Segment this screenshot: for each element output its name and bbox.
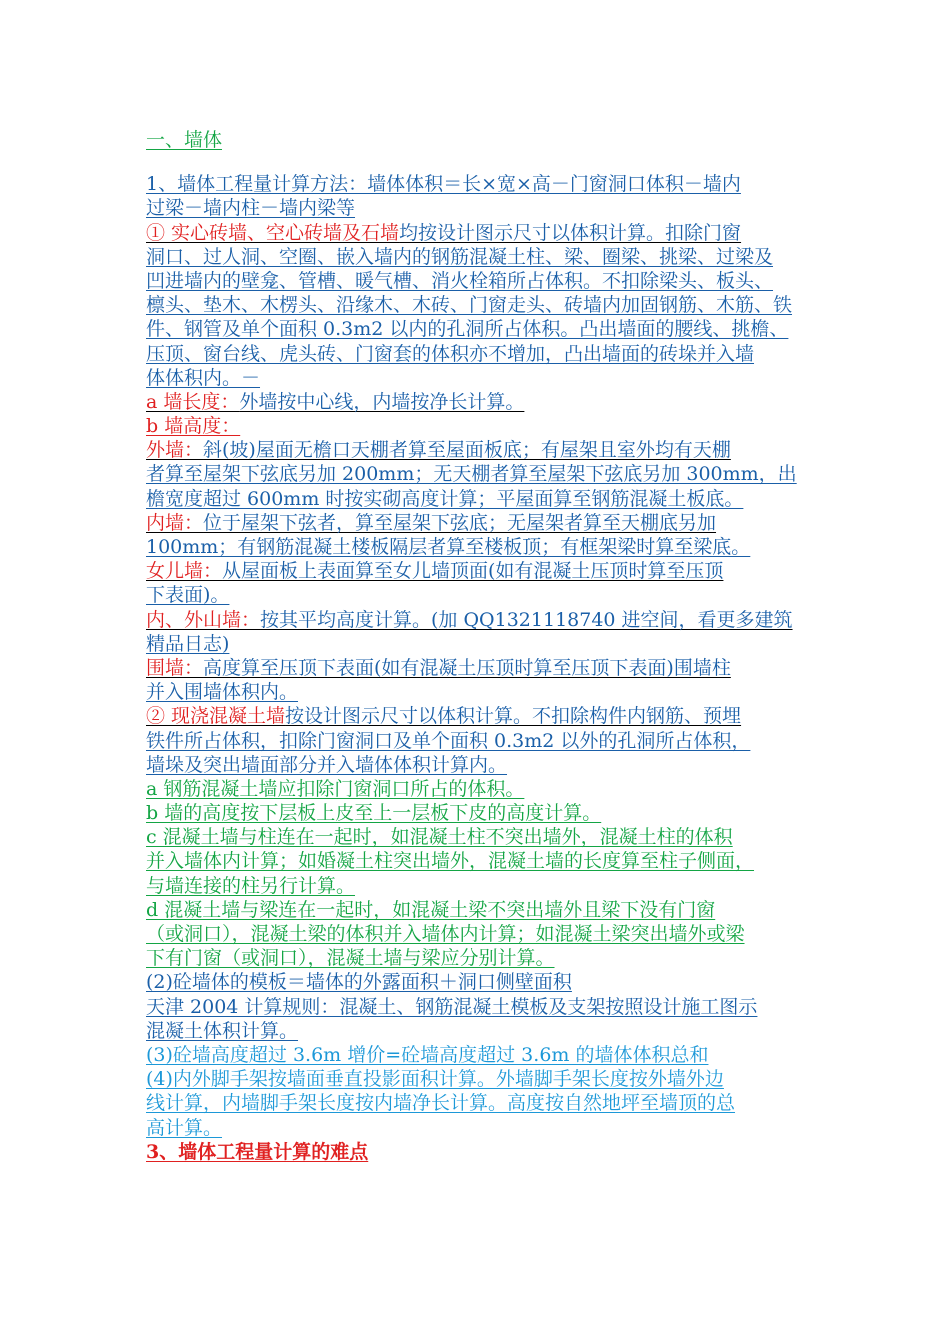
paragraph-line: 压顶、窗台线、虎头砖、门窗套的体积亦不增加，凸出墙面的砖垛并入墙	[146, 342, 755, 365]
list-item: b 墙的高度按下层板上皮至上一层板下皮的高度计算。	[146, 802, 602, 825]
list-item: d 混凝土墙与梁连在一起时，如混凝土梁不突出墙外且梁下没有门窗	[146, 898, 716, 921]
item-heading: 女儿墙：	[146, 560, 223, 583]
paragraph-line: 线计算，内墙脚手架长度按内墙净长计算。高度按自然地坪至墙顶的总	[146, 1092, 736, 1115]
item-heading: 内墙：	[146, 511, 204, 534]
paragraph-line	[146, 390, 811, 414]
item-heading: b 墙高度：	[146, 415, 241, 438]
paragraph-line	[146, 656, 811, 680]
paragraph-heading: ② 现浇混凝土墙	[146, 705, 286, 728]
paragraph-line: 体体积内。－	[146, 366, 261, 389]
paragraph-line: 件、钢管及单个面积 0.3m2 以内的孔洞所占体积。凸出墙面的腰线、挑檐、	[146, 318, 789, 341]
item-heading: 围墙：	[146, 656, 204, 679]
item-text: 按其平均高度计算。(加 QQ1321118740 进空间，看更多建筑	[260, 608, 793, 631]
item-text: 从屋面板上表面算至女儿墙顶面(如有混凝土压顶时算至压顶	[222, 560, 724, 583]
section-title: 一、墙体	[146, 129, 223, 151]
item-text: 位于屋架下弦者，算至屋架下弦底；无屋架者算至天棚底另加	[203, 511, 717, 534]
paragraph-line	[146, 221, 811, 245]
paragraph-line: 并入围墙体积内。	[146, 681, 299, 704]
paragraph-line: (3)砼墙高度超过 3.6m 增价=砼墙高度超过 3.6m 的墙体体积总和	[146, 1043, 709, 1066]
paragraph-line	[146, 438, 811, 462]
paragraph-line: 精品日志)	[146, 632, 230, 655]
list-item: 并入墙体内计算；如婚凝土柱突出墙外，混凝土墙的长度算至柱子侧面，	[146, 850, 755, 873]
paragraph-line: 混凝土体积计算。	[146, 1019, 299, 1042]
formula-line: 1、墙体工程量计算方法：墙体体积＝长×宽×高－门窗洞口体积－墙内	[146, 173, 741, 196]
paragraph-line: 100mm；有钢筋混凝土楼板隔层者算至楼板顶；有框架梁时算至梁底。	[146, 536, 751, 558]
item-text: 高度算至压顶下表面(如有混凝土压顶时算至压顶下表面)围墙柱	[203, 656, 731, 679]
item-heading: a 墙长度：	[146, 390, 240, 413]
paragraph-line	[146, 608, 811, 632]
paragraph-line	[146, 559, 811, 583]
list-item: （或洞口），混凝土梁的体积并入墙体内计算；如混凝土梁突出墙外或梁	[146, 923, 745, 945]
list-item: 下有门窗（或洞口），混凝土墙与梁应分别计算。	[146, 947, 555, 970]
paragraph-line: 檩头、垫木、木楞头、沿缘木、木砖、门窗走头、砖墙内加固钢筋、木筋、铁	[146, 294, 793, 317]
paragraph-line: (4)内外脚手架按墙面垂直投影面积计算。外墙脚手架长度按外墙外边	[146, 1068, 724, 1091]
paragraph-text: 均按设计图示尺寸以体积计算。扣除门窗	[399, 221, 742, 244]
paragraph-line: 者算至屋架下弦底另加 200mm；无天棚者算至屋架下弦底另加 300mm，出	[146, 463, 797, 486]
paragraph-heading: ① 实心砖墙、空心砖墙及石墙	[146, 221, 400, 244]
document-body	[146, 128, 811, 1164]
item-text: 斜(坡)屋面无檐口天棚者算至屋面板底；有屋架且室外均有天棚	[203, 439, 731, 462]
paragraph-line: (2)砼墙体的模板＝墙体的外露面积＋洞口侧壁面积	[146, 971, 572, 994]
paragraph-line: 洞口、过人洞、空圈、嵌入墙内的钢筋混凝土柱、梁、圈梁、挑梁、过梁及	[146, 245, 774, 268]
item-text: 外墙按中心线，内墙按净长计算。	[239, 390, 525, 413]
item-heading: 外墙：	[146, 439, 204, 462]
paragraph-text: 按设计图示尺寸以体积计算。不扣除构件内钢筋、预埋	[285, 705, 742, 728]
formula-line: 过梁－墙内柱－墙内梁等	[146, 197, 356, 220]
section-heading: 3、墙体工程量计算的难点	[146, 1140, 369, 1163]
paragraph-line: 铁件所占体积，扣除门窗洞口及单个面积 0.3m2 以外的孔洞所占体积，	[146, 729, 751, 752]
list-item: a 钢筋混凝土墙应扣除门窗洞口所占的体积。	[146, 777, 525, 800]
paragraph-line: 高计算。	[146, 1116, 223, 1139]
item-heading: 内、外山墙：	[146, 608, 261, 631]
paragraph-line: 檐宽度超过 600mm 时按实砌高度计算；平屋面算至钢筋混凝土板底。	[146, 487, 744, 510]
paragraph-line: 凹进墙内的壁龛、管槽、暖气槽、消火栓箱所占体积。不扣除梁头、板头、	[146, 269, 774, 292]
spacer	[146, 152, 811, 172]
paragraph-line: 墙垛及突出墙面部分并入墙体体积计算内。	[146, 753, 508, 776]
list-item: 与墙连接的柱另行计算。	[146, 874, 356, 897]
list-item: c 混凝土墙与柱连在一起时，如混凝土柱不突出墙外，混凝土柱的体积	[146, 826, 733, 849]
paragraph-line	[146, 704, 811, 728]
paragraph-line: 下表面)。	[146, 584, 230, 607]
paragraph-line: 天津 2004 计算规则：混凝土、钢筋混凝土模板及支架按照设计施工图示	[146, 995, 758, 1018]
paragraph-line	[146, 511, 811, 535]
